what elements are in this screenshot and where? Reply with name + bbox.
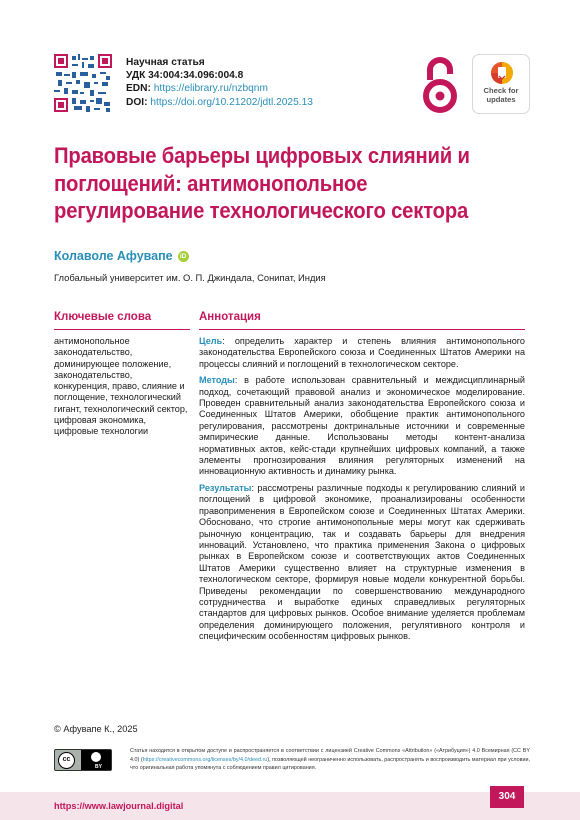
license-link[interactable]: https://creativecommons.org/licenses/by/4.0/deed.ru — [142, 756, 268, 763]
license-text-end: ), позволяющей неограниченно использовать, распространять и воспроизводить материал при условии, что оригинальная работа упомянута с соблюдением правил цитирования. — [130, 756, 530, 772]
doi-label: DOI: — [126, 96, 148, 108]
by-block — [81, 750, 111, 770]
orcid-icon[interactable]: iD — [178, 251, 189, 262]
license-text — [130, 747, 530, 773]
results-label: Результаты — [199, 482, 252, 493]
keywords-heading: Ключевые слова — [54, 311, 190, 330]
edn-label: EDN: — [126, 83, 151, 95]
by-label: BY — [95, 764, 102, 770]
doi-link[interactable]: https://doi.org/10.21202/jdtl.2025.13 — [150, 96, 313, 108]
check-for-updates-badge[interactable] — [472, 54, 530, 114]
abstract-goal — [199, 336, 525, 370]
abstract-results — [199, 483, 525, 643]
page-number: 304 — [490, 786, 524, 808]
goal-text: : определить характер и степень влияния антимонопольного законодательства Европейского союза и Соединенных Штатов Америки на процессы слияний и поглощений в технологическом секторе. — [199, 336, 525, 369]
check-updates-icon — [489, 61, 515, 85]
article-title: Правовые барьеры цифровых слияний и поглощений: антимонопольное регулирование технологического сектора — [54, 143, 470, 223]
qr-code-icon[interactable] — [54, 54, 112, 112]
open-access-icon — [420, 56, 460, 114]
abstract-section — [199, 311, 525, 648]
keywords-section — [54, 311, 190, 438]
goal-label: Цель — [199, 336, 223, 346]
author-name[interactable]: Колаволе Афувапе — [54, 249, 173, 263]
article-type: Научная статья — [126, 57, 205, 68]
attribution-person-icon — [91, 752, 101, 762]
abstract-heading: Аннотация — [199, 311, 525, 330]
check-updates-label: Check for updates — [483, 86, 519, 104]
author-affiliation: Глобальный университет им. О. П. Джиндала, Сонипат, Индия — [54, 272, 326, 283]
methods-text: : в работе использован сравнительный и междисциплинарный подход, сочетающий правовой анализ и экономическое моделирование. Проведен сравнительный анализ законодательства Европейского союза и Соединенных Штатов Америки, обобщение практик антимонопольного регулирования, рассмотрены доктринальные источники и современные эмпирические данные. Использованы методы контент-анализа нормативных актов, кейс-стади крупнейших цифровых компаний, а также элементы прогнозирования влияния регуляторных изменений на инновационную активность и динамику рынка. — [199, 375, 525, 477]
methods-label: Методы — [199, 375, 235, 386]
author — [54, 249, 189, 263]
udc-code: УДК 34:004:34.096:004.8 — [126, 70, 244, 82]
cc-by-license-icon[interactable] — [54, 749, 112, 771]
copyright: © Афувапе К., 2025 — [54, 724, 138, 734]
article-header — [54, 54, 530, 116]
license-text-start: Статья находится в открытом доступе и распространяется в соответствии с лицензией Creative Commons «Attribution» («Атрибуция») 4.0 Всемирная (CC BY 4.0) ( — [130, 748, 530, 763]
license-block — [54, 747, 530, 777]
abstract-methods — [199, 375, 525, 478]
results-text: : рассмотрены различные подходы к регулированию слияний и поглощений в цифровой экономике, проанализированы особенности правоприменения в Европейском союзе и Соединенных Штатах Америки. Обосновано, что строгие антимонопольные меры могут как сдерживать рыночную концентрацию, так и создавать барьеры для внедрения инноваций. Установлено, что практика применения Закона о цифровых рынках в Европейском союзе и соответствующих актов Соединенных Штатов Америки существенно влияет на структурные изменения в технологическом секторе, формируя новые модели конкурентной борьбы. Приведены рекомендации по совершенствованию международного сотрудничества и выработке единых справедливых регуляторных стандартов для цифровых рынков. Особое внимание уделяется проблемам определения доминирующего положения, регулятивного контроля и специфическим особенностям цифровых рынков. — [199, 482, 525, 642]
journal-url[interactable]: https://www.lawjournal.digital — [54, 801, 184, 811]
edn-link[interactable]: https://elibrary.ru/nzbqnm — [153, 83, 268, 95]
article-meta — [126, 56, 313, 109]
cc-logo: cc — [58, 752, 75, 769]
keywords-list: антимонопольное законодательство, доминирующее положение, законодательство, конкуренция, право, слияние и поглощение, технологический гигант, технологический сектор, цифровая экономика, цифровые технологии — [54, 336, 188, 437]
